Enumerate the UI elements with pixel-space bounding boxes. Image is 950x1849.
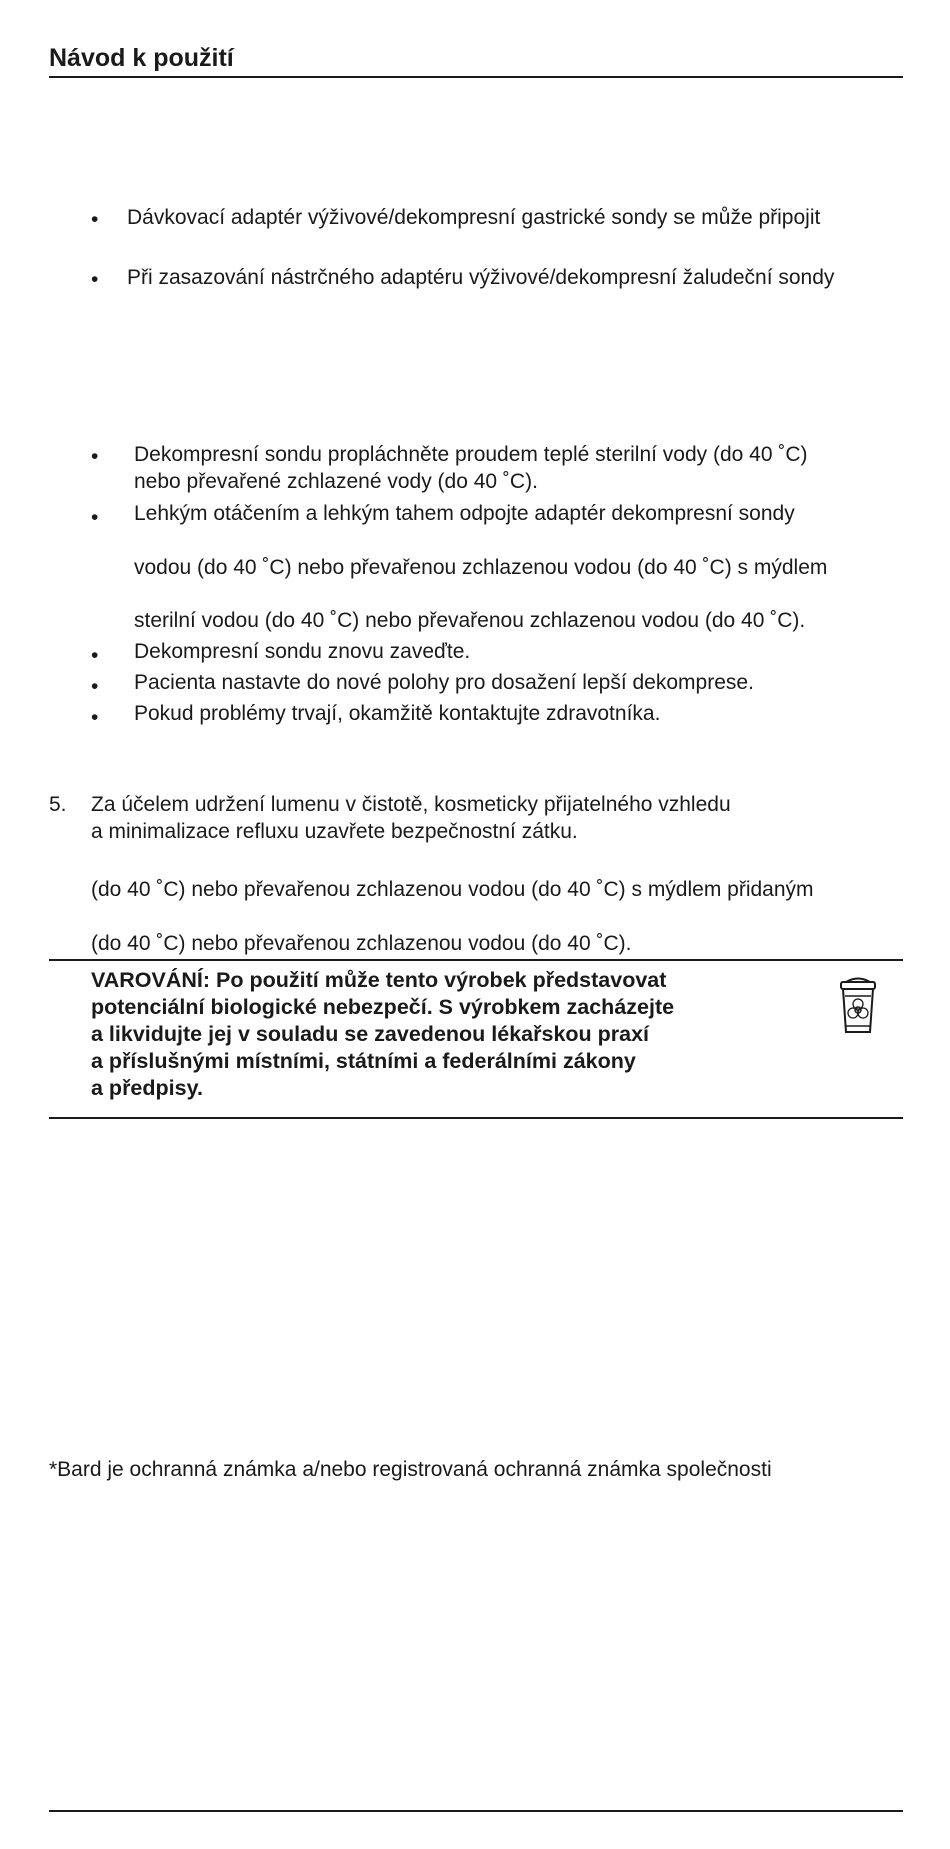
- warning-line: VAROVÁNÍ: Po použití může tento výrobek představovat: [91, 968, 667, 992]
- warning-line: a příslušnými místními, státními a federálními zákony: [91, 1049, 636, 1073]
- step-text: (do 40 ˚C) nebo převařenou zchlazenou vodou (do 40 ˚C).: [91, 932, 632, 955]
- bullet-marker: •: [91, 208, 99, 231]
- biohazard-bin-icon: [838, 976, 878, 1036]
- warning-text: [91, 967, 674, 1102]
- page-bottom-rule: [49, 1810, 903, 1812]
- list-item: Pacienta nastavte do nové polohy pro dosažení lepší dekomprese.: [134, 671, 754, 694]
- list-item: Pokud problémy trvají, okamžitě kontaktujte zdravotníka.: [134, 702, 661, 725]
- bullet-marker: •: [91, 675, 99, 698]
- warning-line: a předpisy.: [91, 1076, 203, 1100]
- list-item: Dekompresní sondu propláchněte proudem teplé sterilní vody (do 40 ˚C): [134, 443, 808, 466]
- bullet-marker: •: [91, 706, 99, 729]
- list-item: Lehkým otáčením a lehkým tahem odpojte adaptér dekompresní sondy: [134, 502, 795, 525]
- bullet-marker: •: [91, 506, 99, 529]
- list-item-continuation: sterilní vodou (do 40 ˚C) nebo převařenou zchlazenou vodou (do 40 ˚C).: [134, 609, 806, 632]
- list-item-continuation: nebo převařené zchlazené vody (do 40 ˚C).: [134, 470, 538, 493]
- step-text: Za účelem udržení lumenu v čistotě, kosmeticky přijatelného vzhledu: [91, 793, 731, 816]
- step-text: a minimalizace refluxu uzavřete bezpečnostní zátku.: [91, 820, 578, 843]
- warning-line: a likvidujte jej v souladu se zavedenou lékařskou praxí: [91, 1022, 650, 1046]
- list-item: Dekompresní sondu znovu zaveďte.: [134, 640, 471, 663]
- step-number: 5.: [49, 793, 67, 816]
- step-text: (do 40 ˚C) nebo převařenou zchlazenou vodou (do 40 ˚C) s mýdlem přidaným: [91, 878, 814, 901]
- footnote: *Bard je ochranná známka a/nebo registrovaná ochranná známka společnosti: [49, 1458, 772, 1481]
- bullet-marker: •: [91, 445, 99, 468]
- title-underline: [49, 76, 903, 78]
- warning-line: potenciální biologické nebezpečí. S výrobkem zacházejte: [91, 995, 675, 1019]
- list-item: Dávkovací adaptér výživové/dekompresní gastrické sondy se může připojit: [127, 206, 821, 229]
- bullet-marker: •: [91, 644, 99, 667]
- warning-bottom-rule: [49, 1117, 903, 1119]
- list-item: Při zasazování nástrčného adaptéru výživové/dekompresní žaludeční sondy: [127, 266, 835, 289]
- list-item-continuation: vodou (do 40 ˚C) nebo převařenou zchlazenou vodou (do 40 ˚C) s mýdlem: [134, 556, 828, 579]
- bullet-marker: •: [91, 268, 99, 291]
- page-title: Návod k použití: [49, 44, 234, 72]
- warning-top-rule: [49, 959, 903, 961]
